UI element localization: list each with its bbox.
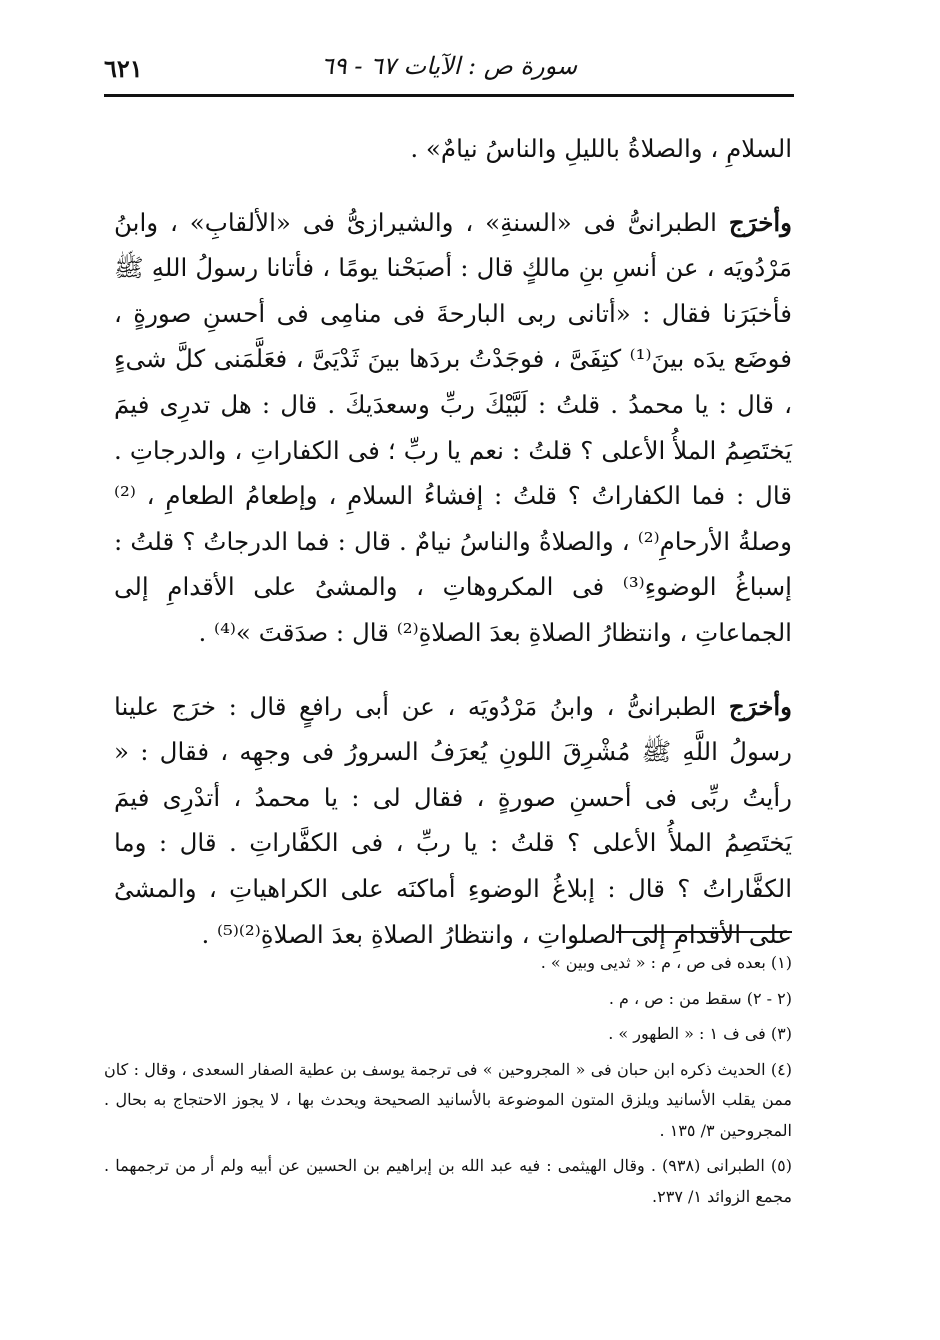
continuation-line: السلامِ ، والصلاةُ بالليلِ والناسُ نيامٌ» .	[410, 134, 792, 163]
footnote-2: (٢ - ٢) سقط من : ص ، م .	[608, 988, 792, 1008]
header-rule	[104, 94, 794, 97]
footnote-4: (٤) الحديث ذكره ابن حبان فى « المجروحين » فى ترجمة يوسف بن عطية الصفار السعدى ، وقال : كان ممن يقلب الأسانيد ويلزق المتون الموضوعة بالأسانيد الصحيحة ويحدث بها ، لا يجوز الاحتجاج به بحال . المجروحين ٣/ ١٣٥ .	[104, 1059, 792, 1140]
footnote-separator	[616, 931, 792, 933]
main-text	[114, 126, 792, 985]
paragraph-body: الطبرانىُّ ، وابنُ مَرْدُويَه ، عن أبى رافعٍ قال : خرَج علينا رسولُ اللَّهِ ﷺ مُشْرِقَ اللونِ يُعرَفُ السرورُ فى وجهِه ، فقال : « رأيتُ ربِّى فى أحسنِ صورةٍ ، فقال لى : يا محمدُ ، أتدْرِى فيمَ يَختَصِمُ الملأُ الأعلى ؟ قلتُ : يا ربِّ ، فى الكفَّاراتِ . قال : وما الكفَّاراتُ ؟ قال : إبلاغُ الوضوءِ أماكنَه على الكراهياتِ ، والمشىُ على الأقدامِ إلى الصلواتِ ، وانتظارُ الصلاةِ بعدَ الصلاةِ⁽²⁾⁽⁵⁾ .	[114, 691, 792, 949]
page-number: ٦٢١	[104, 54, 143, 83]
paragraph-abu-rafi-hadith	[114, 684, 792, 958]
paragraph-anas-hadith	[114, 200, 792, 656]
paragraph-lead-word: وأخرَج	[728, 691, 792, 721]
footnote-5: (٥) الطبرانى (٩٣٨) . وقال الهيثمى : فيه عبد الله بن إبراهيم بن الحسين عن أبيه ولم أر من ترجمهما . مجمع الزوائد ١/ ٢٣٧.	[104, 1156, 792, 1206]
running-header	[104, 50, 794, 92]
footnotes	[104, 948, 792, 1217]
paragraph-lead-word: وأخرَج	[728, 207, 792, 237]
running-title: سورة ص : الآيات ٦٧ - ٦٩	[320, 52, 578, 80]
paragraph-body: الطبرانىُّ فى «السنةِ» ، والشيرازىُّ فى «الألقابِ» ، وابنُ مَرْدُويَه ، عن أنسِ بنِ مالكٍ قال : أصبَحْنا يومًا ، فأتانا رسولُ اللهِ ﷺ فأخبَرَنا فقال : «أتانى ربى البارحةَ فى منامِى فى أحسنِ صورةٍ ، فوضَع يدَه بينَ⁽¹⁾ كتِفَىَّ ، فوجَدْتُ بردَها بينَ ثَدْيَىَّ ، فعَلَّمَنى كلَّ شىءٍ ، قال : يا محمدُ . قلتُ : لَبَّيْكَ ربِّ وسعدَيكَ . قال : هل تدرِى فيمَ يَختَصِمُ الملأُ الأعلى ؟ قلتُ : نعم يا ربِّ ؛ فى الكفاراتِ ، والدرجاتِ . قال : فما الكفاراتُ ؟ قلتُ : إفشاءُ السلامِ ، وإطعامُ الطعامِ ، ⁽²⁾وصلةُ الأرحامِ⁽²⁾ ، والصلاةُ والناسُ نيامٌ . قال : فما الدرجاتُ ؟ قلتُ : إسباغُ الوضوءِ⁽³⁾ فى المكروهاتِ ، والمشىُ على الأقدامِ إلى الجماعاتِ ، وانتظارُ الصلاةِ بعدَ الصلاةِ⁽²⁾ قال : صدَقتَ »⁽⁴⁾ .	[114, 207, 792, 647]
footnote-3: (٣) فى ف ١ : « الطهور » .	[608, 1024, 792, 1043]
footnote-1: (١) بعده فى ص ، م : « ثديى وبين » .	[540, 953, 792, 972]
